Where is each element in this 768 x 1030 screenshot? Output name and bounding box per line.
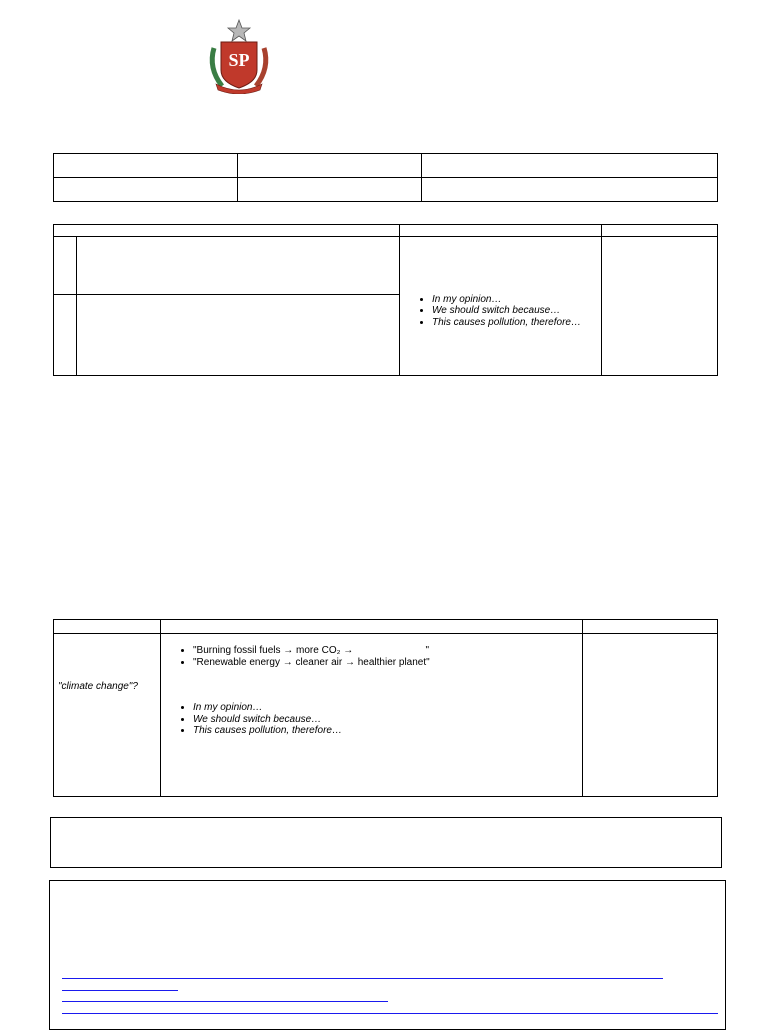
example-list [161, 645, 582, 668]
climate-table [53, 619, 718, 797]
activity-table [53, 224, 718, 376]
question-text: "climate change"? [58, 681, 138, 692]
climate-header-cell [54, 620, 161, 634]
reference-link[interactable] [62, 1013, 718, 1014]
info-cell [238, 178, 422, 202]
list-item: • "Burning fossil fuels → more CO₂ → " [193, 645, 582, 657]
notes-cell [602, 237, 718, 376]
info-cell [422, 154, 718, 178]
info-table [53, 153, 718, 202]
row-number-cell [54, 237, 77, 295]
notes-cell [583, 634, 718, 797]
activity-header-cell [602, 225, 718, 237]
reference-link[interactable] [62, 1001, 388, 1002]
info-cell [238, 154, 422, 178]
list-item: • We should switch because… [193, 714, 582, 726]
examples-cell [161, 634, 583, 797]
info-cell [54, 178, 238, 202]
list-item: • In my opinion… [432, 294, 601, 306]
info-cell [422, 178, 718, 202]
phrase-list [161, 702, 582, 737]
activity-header-cell [400, 225, 602, 237]
task-cell [77, 237, 400, 295]
climate-header-cell [583, 620, 718, 634]
reference-link[interactable] [62, 990, 178, 991]
note-box [50, 817, 722, 868]
question-cell [54, 634, 161, 797]
info-cell [54, 154, 238, 178]
task-cell [77, 295, 400, 376]
logo-letters: SP [228, 50, 250, 70]
list-item: • In my opinion… [193, 702, 582, 714]
list-item: • We should switch because… [432, 305, 601, 317]
phrases-cell [400, 237, 602, 376]
phrase-list [400, 294, 601, 329]
references-box [49, 880, 726, 1030]
climate-header-cell [161, 620, 583, 634]
list-item: • This causes pollution, therefore… [193, 725, 582, 737]
coat-of-arms-logo [204, 18, 274, 94]
list-item: • This causes pollution, therefore… [432, 317, 601, 329]
activity-header-cell [54, 225, 400, 237]
list-item: • "Renewable energy → cleaner air → healthier planet" [193, 657, 582, 669]
reference-link[interactable] [62, 978, 663, 979]
row-number-cell [54, 295, 77, 376]
